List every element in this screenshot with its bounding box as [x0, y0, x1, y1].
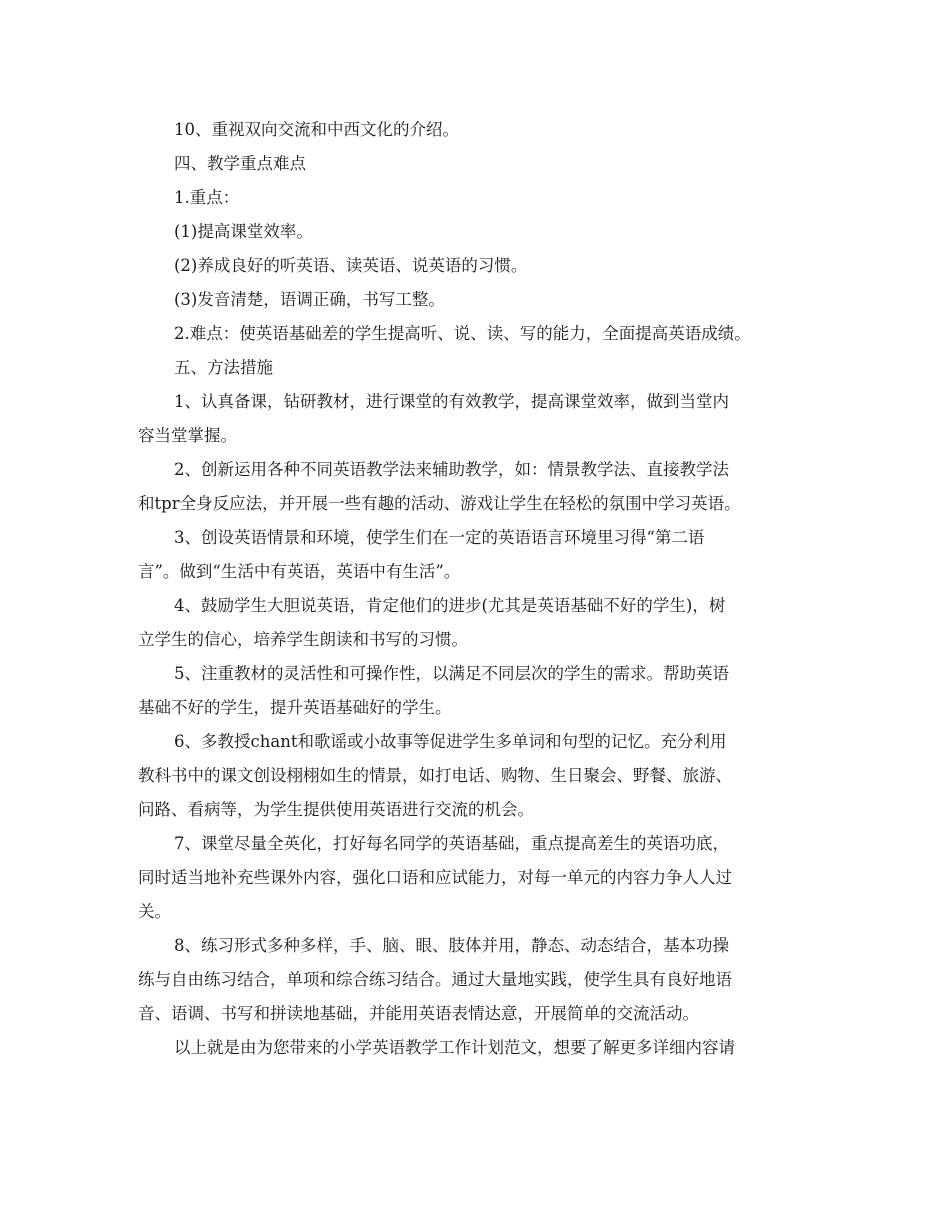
text-line: 和tpr全身反应法，并开展一些有趣的活动、游戏让学生在轻松的氛围中学习英语。 [138, 494, 741, 513]
text-line: 五、方法措施 [174, 358, 273, 377]
text-line: 7、课堂尽量全英化，打好每名同学的英语基础，重点提高差生的英语功底， [174, 834, 729, 853]
text-line: 10、重视双向交流和中西文化的介绍。 [174, 120, 459, 139]
text-line: 言”。做到“生活中有英语，英语中有生活”。 [138, 562, 461, 581]
text-line: (1)提高课堂效率。 [174, 222, 313, 241]
text-line: 教科书中的课文创设栩栩如生的情景，如打电话、购物、生日聚会、野餐、旅游、 [138, 766, 732, 785]
text-line: 5、注重教材的灵活性和可操作性，以满足不同层次的学生的需求。帮助英语 [174, 664, 729, 683]
text-line: 练与自由练习结合，单项和综合练习结合。通过大量地实践，使学生具有良好地语 [138, 970, 732, 989]
text-line: 关。 [138, 902, 171, 921]
document-body [138, 113, 818, 1065]
text-line: 4、鼓励学生大胆说英语，肯定他们的进步(尤其是英语基础不好的学生)，树 [174, 596, 726, 615]
text-line: 3、创设英语情景和环境，使学生们在一定的英语语言环境里习得“第二语 [174, 528, 705, 547]
text-line: 立学生的信心，培养学生朗读和书写的习惯。 [138, 630, 468, 649]
text-line: 6、多教授chant和歌谣或小故事等促进学生多单词和句型的记忆。充分利用 [174, 732, 727, 751]
text-line: (3)发音清楚，语调正确，书写工整。 [174, 290, 445, 309]
text-line: 问路、看病等，为学生提供使用英语进行交流的机会。 [138, 800, 534, 819]
text-line: 容当堂掌握。 [138, 426, 237, 445]
text-line: 四、教学重点难点 [174, 154, 306, 173]
text-line: 1、认真备课，钻研教材，进行课堂的有效教学，提高课堂效率，做到当堂内 [174, 392, 729, 411]
text-line: 以上就是由为您带来的小学英语教学工作计划范文，想要了解更多详细内容请 [174, 1038, 735, 1057]
text-line: 2、创新运用各种不同英语教学法来辅助教学，如：情景教学法、直接教学法 [174, 460, 729, 479]
text-line: 同时适当地补充些课外内容，强化口语和应试能力，对每一单元的内容力争人人过 [138, 868, 732, 887]
text-line: (2)养成良好的听英语、读英语、说英语的习惯。 [174, 256, 528, 275]
text-line: 音、语调、书写和拼读地基础，并能用英语表情达意，开展简单的交流活动。 [138, 1004, 699, 1023]
text-line: 8、练习形式多种多样，手、脑、眼、肢体并用，静态、动态结合，基本功操 [174, 936, 729, 955]
text-line: 1.重点： [174, 188, 240, 207]
text-line: 2.难点：使英语基础差的学生提高听、说、读、写的能力，全面提高英语成绩。 [174, 324, 751, 343]
text-line: 基础不好的学生，提升英语基础好的学生。 [138, 698, 452, 717]
